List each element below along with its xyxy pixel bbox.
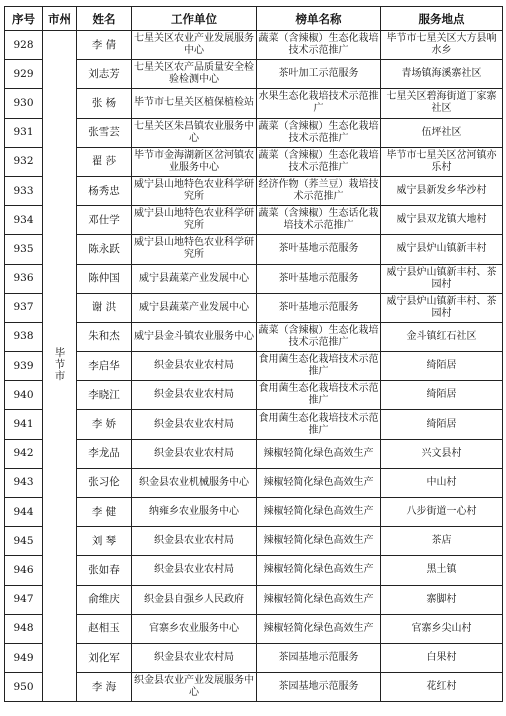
name-cell: 杨秀忠 [77, 176, 132, 205]
list-name-cell: 食用菌生态化栽培技术示范推广 [257, 381, 381, 410]
work-unit-cell: 织金县农业农村局 [132, 439, 257, 468]
row-number-cell: 934 [5, 206, 43, 235]
service-site-cell: 威宁县炉山镇新丰村、茶园村 [381, 293, 503, 322]
name-cell: 陈永跃 [77, 235, 132, 264]
row-number-cell: 947 [5, 585, 43, 614]
row-number-cell: 948 [5, 614, 43, 643]
work-unit-cell: 织金县农业农村局 [132, 352, 257, 381]
list-name-cell: 茶叶加工示范服务 [257, 60, 381, 89]
row-number-cell: 937 [5, 293, 43, 322]
list-name-cell: 辣椒轻简化绿色高效生产 [257, 585, 381, 614]
table-header-row [5, 7, 503, 31]
table-row [5, 352, 503, 381]
list-name-cell: 蔬菜（含辣椒）生态化栽培技术示范推广 [257, 31, 381, 60]
table-row [5, 235, 503, 264]
list-name-cell: 蔬菜（含辣椒）生态化栽培技术示范推广 [257, 118, 381, 147]
row-number-cell: 941 [5, 410, 43, 439]
row-number-cell: 929 [5, 60, 43, 89]
table-row [5, 206, 503, 235]
name-cell: 刘志芳 [77, 60, 132, 89]
work-unit-cell: 织金县农业农村局 [132, 381, 257, 410]
name-cell: 陈仲国 [77, 264, 132, 293]
service-site-cell: 七星关区碧海街道丁家寨社区 [381, 89, 503, 118]
personnel-table [4, 6, 503, 702]
row-number-cell: 950 [5, 673, 43, 702]
name-cell: 赵相玉 [77, 614, 132, 643]
name-cell: 翟 莎 [77, 147, 132, 176]
list-name-cell: 茶叶基地示范服务 [257, 235, 381, 264]
row-number-cell: 945 [5, 527, 43, 556]
row-number-cell: 932 [5, 147, 43, 176]
row-number-cell: 938 [5, 322, 43, 351]
work-unit-cell: 织金县自强乡人民政府 [132, 585, 257, 614]
header-site: 服务地点 [381, 7, 503, 31]
work-unit-cell: 织金县农业农村局 [132, 556, 257, 585]
name-cell: 李 健 [77, 498, 132, 527]
list-name-cell: 茶园基地示范服务 [257, 673, 381, 702]
list-name-cell: 辣椒轻简化绿色高效生产 [257, 614, 381, 643]
work-unit-cell: 七星关区农产品质量安全检验检测中心 [132, 60, 257, 89]
table-row [5, 673, 503, 702]
name-cell: 李龙品 [77, 439, 132, 468]
header-city: 市州 [43, 7, 77, 31]
name-cell: 张 杨 [77, 89, 132, 118]
header-name: 姓名 [77, 7, 132, 31]
table-row [5, 439, 503, 468]
service-site-cell: 伍坪社区 [381, 118, 503, 147]
service-site-cell: 白果村 [381, 643, 503, 672]
city-cell [43, 31, 77, 702]
work-unit-cell: 织金县农业产业发展服务中心 [132, 673, 257, 702]
list-name-cell: 食用菌生态化栽培技术示范推广 [257, 352, 381, 381]
name-cell: 李 倩 [77, 31, 132, 60]
name-cell: 李 海 [77, 673, 132, 702]
table-row [5, 381, 503, 410]
list-name-cell: 蔬菜（含辣椒）生态化栽培技术示范推广 [257, 322, 381, 351]
name-cell: 刘 琴 [77, 527, 132, 556]
table-row [5, 264, 503, 293]
work-unit-cell: 纳雍乡农业服务中心 [132, 498, 257, 527]
work-unit-cell: 威宁县山地特色农业科学研究所 [132, 206, 257, 235]
list-name-cell: 水果生态化栽培技术示范推广 [257, 89, 381, 118]
row-number-cell: 931 [5, 118, 43, 147]
work-unit-cell: 威宁县金斗镇农业服务中心 [132, 322, 257, 351]
service-site-cell: 金斗镇红石社区 [381, 322, 503, 351]
row-number-cell: 946 [5, 556, 43, 585]
name-cell: 李晓江 [77, 381, 132, 410]
list-name-cell: 蔬菜（含辣椒）生态化栽培技术示范推广 [257, 147, 381, 176]
service-site-cell: 威宁县炉山镇新丰村、茶园村 [381, 264, 503, 293]
list-name-cell: 辣椒轻简化绿色高效生产 [257, 468, 381, 497]
list-name-cell: 蔬菜（含辣椒）生态话化栽培技术示范推广 [257, 206, 381, 235]
list-name-cell: 食用菌生态化栽培技术示范推广 [257, 410, 381, 439]
table-row [5, 410, 503, 439]
service-site-cell: 毕节市七星关区岔河镇亦乐村 [381, 147, 503, 176]
name-cell: 李 娇 [77, 410, 132, 439]
service-site-cell: 青场镇海溪寨社区 [381, 60, 503, 89]
city-label: 毕节市 [53, 346, 66, 382]
work-unit-cell: 七星关区农业产业发展服务中心 [132, 31, 257, 60]
work-unit-cell: 威宁县蔬菜产业发展中心 [132, 293, 257, 322]
table-row [5, 293, 503, 322]
name-cell: 俞维庆 [77, 585, 132, 614]
name-cell: 张习伦 [77, 468, 132, 497]
work-unit-cell: 织金县农业农村局 [132, 527, 257, 556]
list-name-cell: 辣椒轻简化绿色高效生产 [257, 439, 381, 468]
work-unit-cell: 织金县农业机械服务中心 [132, 468, 257, 497]
header-list: 榜单名称 [257, 7, 381, 31]
row-number-cell: 936 [5, 264, 43, 293]
table-row [5, 147, 503, 176]
name-cell: 刘化军 [77, 643, 132, 672]
work-unit-cell: 威宁县蔬菜产业发展中心 [132, 264, 257, 293]
table-row [5, 60, 503, 89]
table-row [5, 498, 503, 527]
row-number-cell: 933 [5, 176, 43, 205]
row-number-cell: 930 [5, 89, 43, 118]
table-row [5, 176, 503, 205]
service-site-cell: 绮陌居 [381, 381, 503, 410]
name-cell: 张雪芸 [77, 118, 132, 147]
service-site-cell: 花红村 [381, 673, 503, 702]
row-number-cell: 939 [5, 352, 43, 381]
work-unit-cell: 毕节市七星关区植保植检站 [132, 89, 257, 118]
row-number-cell: 940 [5, 381, 43, 410]
list-name-cell: 茶叶基地示范服务 [257, 264, 381, 293]
service-site-cell: 中山村 [381, 468, 503, 497]
service-site-cell: 绮陌居 [381, 352, 503, 381]
row-number-cell: 928 [5, 31, 43, 60]
table-row [5, 556, 503, 585]
work-unit-cell: 七星关区朱昌镇农业服务中心 [132, 118, 257, 147]
table-row [5, 322, 503, 351]
table-row [5, 527, 503, 556]
table-row [5, 118, 503, 147]
list-name-cell: 辣椒轻简化绿色高效生产 [257, 556, 381, 585]
table-row [5, 643, 503, 672]
table-row [5, 585, 503, 614]
list-name-cell: 茶园基地示范服务 [257, 643, 381, 672]
service-site-cell: 兴文县村 [381, 439, 503, 468]
table-row [5, 468, 503, 497]
name-cell: 谢 洪 [77, 293, 132, 322]
list-name-cell: 辣椒轻简化绿色高效生产 [257, 527, 381, 556]
work-unit-cell: 织金县农业农村局 [132, 410, 257, 439]
service-site-cell: 威宁县新发乡华沙村 [381, 176, 503, 205]
service-site-cell: 寨脚村 [381, 585, 503, 614]
service-site-cell: 绮陌居 [381, 410, 503, 439]
name-cell: 朱和杰 [77, 322, 132, 351]
name-cell: 张如春 [77, 556, 132, 585]
name-cell: 邓仕学 [77, 206, 132, 235]
service-site-cell: 毕节市七星关区大方县响水乡 [381, 31, 503, 60]
list-name-cell: 经济作物（荞兰豆）栽培技术示范推广 [257, 176, 381, 205]
row-number-cell: 949 [5, 643, 43, 672]
service-site-cell: 威宁县双龙镇大地村 [381, 206, 503, 235]
service-site-cell: 官寨乡尖山村 [381, 614, 503, 643]
row-number-cell: 935 [5, 235, 43, 264]
header-unit: 工作单位 [132, 7, 257, 31]
table-row [5, 31, 503, 60]
list-name-cell: 辣椒轻简化绿色高效生产 [257, 498, 381, 527]
table-row [5, 89, 503, 118]
header-no: 序号 [5, 7, 43, 31]
name-cell: 李启华 [77, 352, 132, 381]
work-unit-cell: 威宁县山地特色农业科学研究所 [132, 176, 257, 205]
work-unit-cell: 毕节市金海湖新区岔河镇农业服务中心 [132, 147, 257, 176]
work-unit-cell: 织金县农业农村局 [132, 643, 257, 672]
service-site-cell: 茶店 [381, 527, 503, 556]
work-unit-cell: 威宁县山地特色农业科学研究所 [132, 235, 257, 264]
service-site-cell: 威宁县炉山镇新丰村 [381, 235, 503, 264]
row-number-cell: 944 [5, 498, 43, 527]
service-site-cell: 八步街道一心村 [381, 498, 503, 527]
work-unit-cell: 官寨乡农业服务中心 [132, 614, 257, 643]
row-number-cell: 943 [5, 468, 43, 497]
list-name-cell: 茶叶基地示范服务 [257, 293, 381, 322]
service-site-cell: 黑土镇 [381, 556, 503, 585]
row-number-cell: 942 [5, 439, 43, 468]
table-row [5, 614, 503, 643]
